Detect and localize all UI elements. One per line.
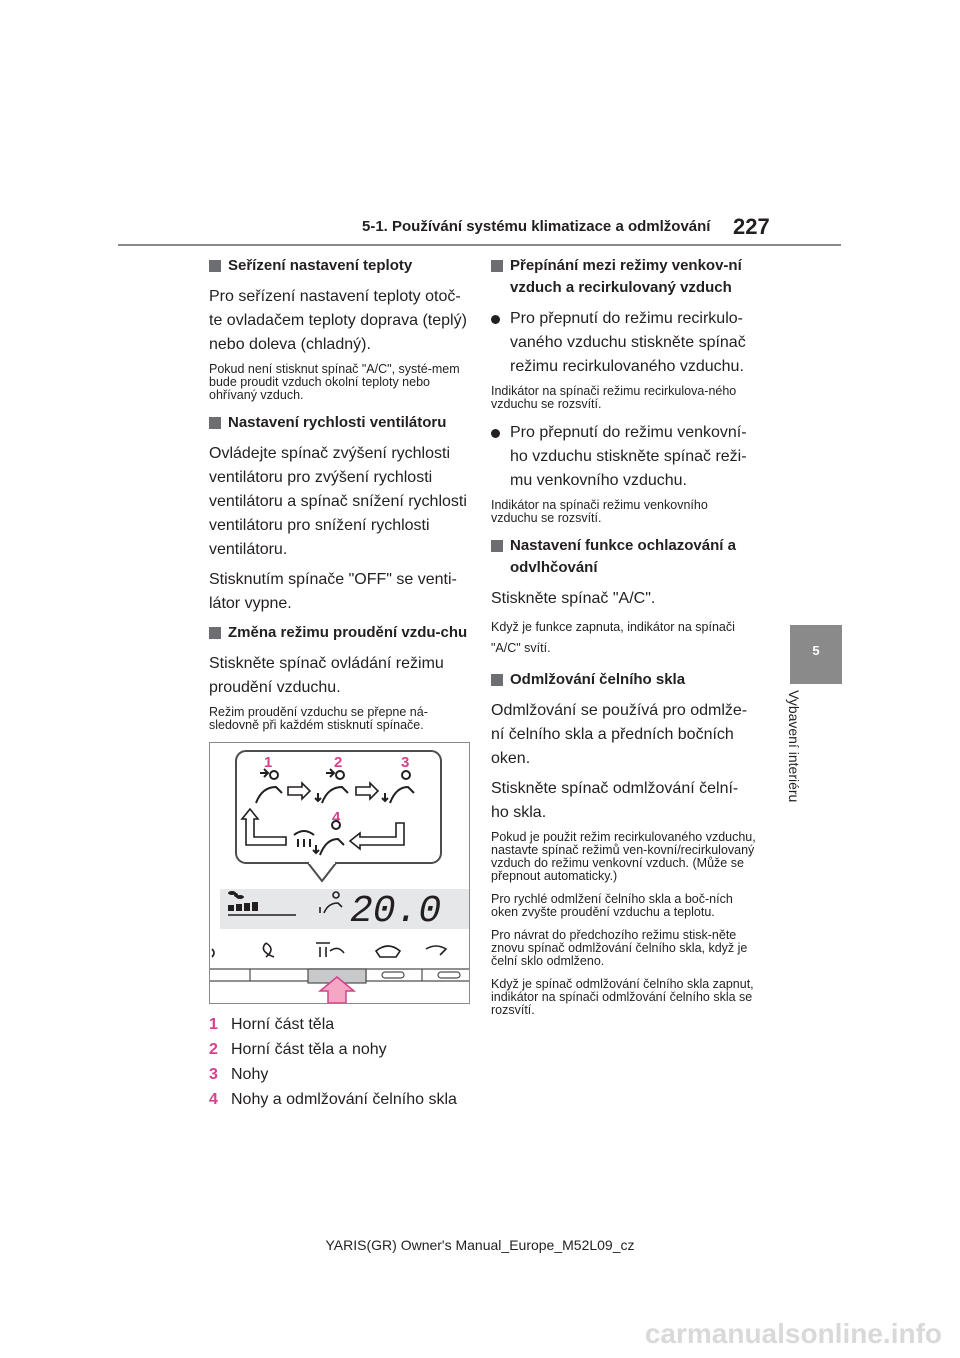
outside-air-icon — [426, 946, 446, 955]
temp-note: Pokud není stisknut spínač "A/C", systé-mem bude proudit vzduch okolní teploty nebo ohřívaný vzduch. — [209, 362, 460, 402]
legend-item — [209, 1062, 471, 1087]
recirc-note-2: Indikátor na spínači režimu venkovního vzduchu se rozsvítí. — [491, 498, 708, 525]
recirc-note-1: Indikátor na spínači režimu recirkulova-ného vzduchu se rozsvítí. — [491, 384, 737, 411]
airflow-heading: Změna režimu proudění vzdu-chu — [209, 622, 471, 644]
chapter-label-text: Vybavení interiéru — [786, 690, 802, 803]
fan-switch-icon — [263, 943, 274, 957]
airflow-mode-diagram — [210, 743, 469, 1003]
airflow-note: Režim proudění vzduchu se přepne ná-sledovně při každém stisknutí spínače. — [209, 705, 428, 732]
callout-3: 3 — [401, 754, 410, 771]
fan-level-bar-1 — [228, 905, 234, 911]
recirc-bullet-2: Pro přepnutí do režimu venkovní-ho vzduchu stiskněte spínač reži-mu venkovního vzduchu. — [491, 421, 756, 493]
airflow-mode-figure — [209, 742, 470, 1004]
legend-number: 2 — [209, 1041, 218, 1058]
right-column — [491, 255, 756, 1027]
fan-level-bar-2 — [236, 904, 242, 911]
callout-1: 1 — [264, 754, 273, 771]
recirc-heading: Přepínání mezi režimy venkov-ní vzduch a recirkulovaný vzduch — [491, 255, 756, 299]
defog-note-2: Pro rychlé odmlžení čelního skla a boč-ních oken zvyšte proudění vzduchu a teplotu. — [491, 892, 733, 919]
temp-body: Pro seřízení nastavení teploty otoč-te ovladačem teploty doprava (teplý) nebo doleva (chladný). — [209, 288, 467, 353]
airflow-body: Stiskněte spínač ovládání režimu proudění vzduchu. — [209, 655, 444, 696]
legend-item — [209, 1087, 471, 1112]
callout-4: 4 — [332, 809, 341, 826]
section-title: 5-1. Používání systému klimatizace a odmlžování — [362, 218, 711, 235]
legend-number: 4 — [209, 1091, 218, 1108]
fan-body-1: Ovládejte spínač zvýšení rychlosti ventilátoru pro zvýšení rychlosti ventilátoru a spínač snížení rychlosti ventilátoru pro snížení rychlosti ventilátoru. — [209, 445, 467, 558]
legend-number: 3 — [209, 1066, 218, 1083]
legend-item — [209, 1012, 471, 1037]
defog-note-4: Když je spínač odmlžování čelního skla zapnut, indikátor na spínači odmlžování čelního skla se rozsvítí. — [491, 977, 754, 1017]
control-panel-icons — [212, 943, 446, 957]
left-column — [209, 255, 471, 1112]
legend-text: Nohy a odmlžování čelního skla — [231, 1091, 457, 1108]
defog-heading: Odmlžování čelního skla — [491, 669, 756, 691]
legend-text: Horní část těla — [231, 1016, 335, 1033]
fan-heading: Nastavení rychlosti ventilátoru — [209, 412, 471, 434]
defog-body-2: Stiskněte spínač odmlžování čelní-ho skla. — [491, 780, 739, 821]
recirculation-icon — [376, 946, 400, 957]
page-number: 227 — [733, 214, 770, 239]
legend-text: Nohy — [231, 1066, 269, 1083]
callout-pointer-mask — [309, 860, 335, 864]
defog-note-3: Pro návrat do předchozího režimu stisk-něte znovu spínač odmlžování čelního skla, když je čelní sklo odmlženo. — [491, 928, 748, 968]
legend-number: 1 — [209, 1016, 218, 1033]
callout-2: 2 — [334, 754, 343, 771]
footer-text: YARIS(GR) Owner's Manual_Europe_M52L09_cz — [325, 1237, 635, 1253]
lcd-temperature: 20.0 — [350, 890, 442, 933]
chapter-number: 5 — [812, 643, 820, 658]
legend-text: Horní část těla a nohy — [231, 1041, 387, 1058]
defog-body-1: Odmlžování se používá pro odmlže-ní čelního skla a předních bočních oken. — [491, 702, 748, 767]
chapter-label — [772, 690, 812, 820]
defog-note-1: Pokud je použit režim recirkulovaného vzduchu, nastavte spínač režimů ven-kovní/recirkulovaný vzduch do režimu venkovní vzduch. (Může se přepnout automaticky.) — [491, 830, 756, 883]
chapter-tab[interactable] — [790, 625, 842, 684]
fan-body-2: Stisknutím spínače "OFF" se venti-látor vypne. — [209, 571, 457, 612]
fan-level-bar-4 — [252, 902, 258, 911]
header-divider — [118, 244, 841, 246]
ac-note: Když je funkce zapnuta, indikátor na spínači "A/C" svítí. — [491, 620, 735, 655]
callout-pointer — [308, 863, 336, 881]
ac-body: Stiskněte spínač "A/C". — [491, 590, 656, 607]
recirc-bullet-1: Pro přepnutí do režimu recirkulo-vaného vzduchu stiskněte spínač režimu recirkulovaného vzduchu. — [491, 307, 756, 379]
legend-item — [209, 1037, 471, 1062]
temp-heading: Seřízení nastavení teploty — [209, 255, 471, 277]
defrost-switch-icon — [316, 943, 344, 957]
recirc-button-indicator — [382, 972, 404, 978]
watermark: carmanualsonline.info — [644, 1318, 942, 1349]
outside-air-button-indicator — [438, 972, 460, 978]
fan-level-bar-3 — [244, 903, 250, 911]
ac-heading: Nastavení funkce ochlazování a odvlhčování — [491, 535, 756, 579]
